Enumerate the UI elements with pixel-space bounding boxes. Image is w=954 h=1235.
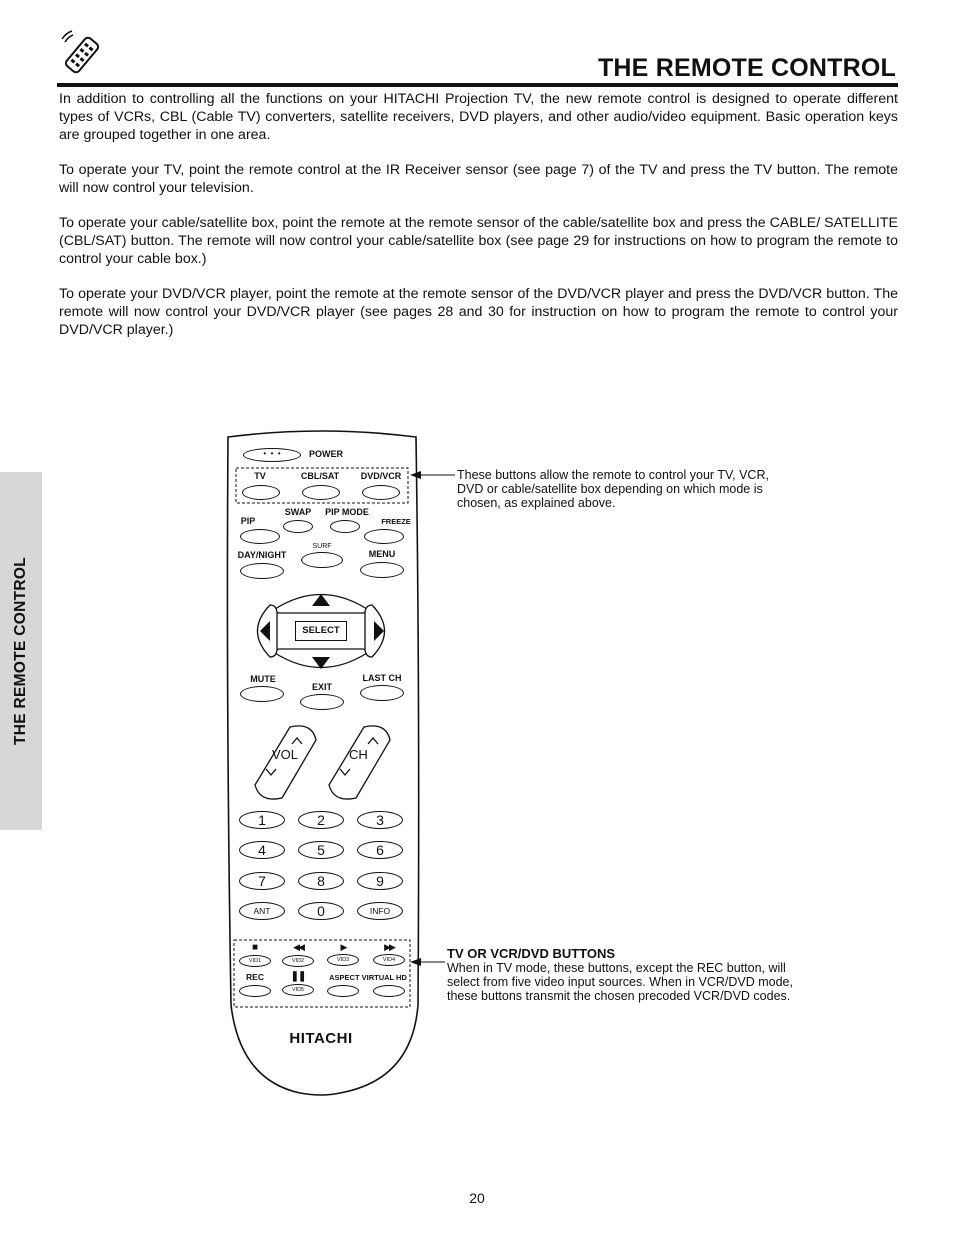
day-night-button[interactable] <box>240 563 284 579</box>
down-arrow-icon[interactable] <box>300 654 342 670</box>
side-tab-label: THE REMOTE CONTROL <box>12 557 29 745</box>
last-ch-label: LAST CH <box>362 673 402 683</box>
freeze-label: FREEZE <box>381 517 411 526</box>
surf-button[interactable] <box>301 552 343 568</box>
tv-mode-button[interactable] <box>242 485 280 500</box>
mute-label: MUTE <box>250 674 276 684</box>
swap-label: SWAP <box>284 507 312 517</box>
digit-3-button[interactable]: 3 <box>357 811 403 829</box>
vcr-dvd-callout-text: When in TV mode, these buttons, except the REC button, will select from five video input sources. When in VCR/DVD mode, these buttons transmit the chosen precoded VCR/DVD codes. <box>447 961 793 1003</box>
pip-label: PIP <box>240 516 256 526</box>
exit-button[interactable] <box>300 694 344 710</box>
swap-button[interactable] <box>283 520 313 533</box>
vid5-button[interactable]: VID5 <box>282 984 314 996</box>
vid3-button[interactable]: VID3 <box>327 954 359 966</box>
dvd-paragraph: To operate your DVD/VCR player, point the remote at the remote sensor of the DVD/VCR player and press the DVD/VCR button. The remote will now control your DVD/VCR player (see pages 28 and 30 for instruction on how to program the remote to control your DVD/VCR player.) <box>59 286 898 338</box>
left-arrow-icon[interactable] <box>252 616 272 646</box>
ant-button[interactable]: ANT <box>239 902 285 920</box>
ch-label: CH <box>349 747 368 762</box>
vcr-dvd-callout-title: TV OR VCR/DVD BUTTONS <box>447 946 616 961</box>
menu-button[interactable] <box>360 562 404 578</box>
mute-button[interactable] <box>240 686 284 702</box>
vcr-dvd-callout <box>447 947 817 1003</box>
digit-8-button[interactable]: 8 <box>298 872 344 890</box>
vid2-button[interactable]: VID2 <box>282 955 314 967</box>
mode-buttons-callout: These buttons allow the remote to control your TV, VCR, DVD or cable/satellite box depending on which mode is chosen, as explained above. <box>457 468 769 510</box>
select-button[interactable]: SELECT <box>295 621 347 641</box>
volume-rocker[interactable] <box>262 730 310 794</box>
rec-button[interactable] <box>239 985 271 997</box>
surf-label: SURF <box>312 543 332 550</box>
cable-paragraph: To operate your cable/satellite box, point the remote at the remote sensor of the cable/satellite box and press the CABLE/ SATELLITE (CBL/SAT) button. The remote will now control your cable/satellite box (see page 29 for instructions on how to program the remote to control your cable box.) <box>59 215 898 267</box>
cbl-sat-label: CBL/SAT <box>300 471 340 481</box>
pip-mode-label: PIP MODE <box>325 507 369 517</box>
intro-paragraph: In addition to controlling all the functions on your HITACHI Projection TV, the new remote control is designed to operate different types of VCRs, CBL (Cable TV) converters, satellite receivers, DVD players, and other audio/video equipment. Basic operation keys are grouped together in one area. <box>59 91 898 143</box>
page-number: 20 <box>469 1190 485 1206</box>
dvd-vcr-label: DVD/VCR <box>360 471 402 481</box>
digit-7-button[interactable]: 7 <box>239 872 285 890</box>
dpad <box>276 614 366 648</box>
page-title: THE REMOTE CONTROL <box>597 54 896 82</box>
virtual-hd-button[interactable] <box>373 985 405 997</box>
pip-mode-button[interactable] <box>330 520 360 533</box>
dvd-vcr-button[interactable] <box>362 485 400 500</box>
exit-label: EXIT <box>311 682 333 692</box>
digit-0-button[interactable]: 0 <box>298 902 344 920</box>
aspect-button[interactable] <box>327 985 359 997</box>
power-button[interactable]: • • • <box>243 448 301 462</box>
vol-label: VOL <box>272 747 299 762</box>
play-icon: ▶ <box>340 942 348 952</box>
vid1-button[interactable]: VID1 <box>239 955 271 967</box>
rec-label: REC <box>246 972 264 982</box>
stop-icon: ■ <box>251 942 259 953</box>
cbl-sat-button[interactable] <box>302 485 340 500</box>
digit-5-button[interactable]: 5 <box>298 841 344 859</box>
aspect-virtual-hd-label: ASPECT VIRTUAL HD <box>329 973 407 982</box>
hitachi-logo: HITACHI <box>289 1030 353 1047</box>
freeze-button[interactable] <box>364 529 404 544</box>
channel-rocker[interactable] <box>336 730 384 794</box>
fast-forward-icon: ▶▶ <box>384 942 394 952</box>
up-arrow-icon[interactable] <box>300 592 342 608</box>
vid4-button[interactable]: VID4 <box>373 954 405 966</box>
last-ch-button[interactable] <box>360 685 404 701</box>
menu-label: MENU <box>368 549 396 559</box>
digit-4-button[interactable]: 4 <box>239 841 285 859</box>
tv-label: TV <box>254 471 266 481</box>
right-arrow-icon[interactable] <box>370 616 390 646</box>
digit-1-button[interactable]: 1 <box>239 811 285 829</box>
power-label: POWER <box>308 449 344 459</box>
tv-paragraph: To operate your TV, point the remote control at the IR Receiver sensor (see page 7) of the TV and press the TV button. The remote will now control your television. <box>59 162 898 196</box>
digit-2-button[interactable]: 2 <box>298 811 344 829</box>
pip-button[interactable] <box>240 529 280 544</box>
digit-9-button[interactable]: 9 <box>357 872 403 890</box>
digit-6-button[interactable]: 6 <box>357 841 403 859</box>
pause-icon: ❚❚ <box>290 971 306 982</box>
day-night-label: DAY/NIGHT <box>237 550 287 560</box>
info-button[interactable]: INFO <box>357 902 403 920</box>
rewind-icon: ◀◀ <box>293 942 303 952</box>
